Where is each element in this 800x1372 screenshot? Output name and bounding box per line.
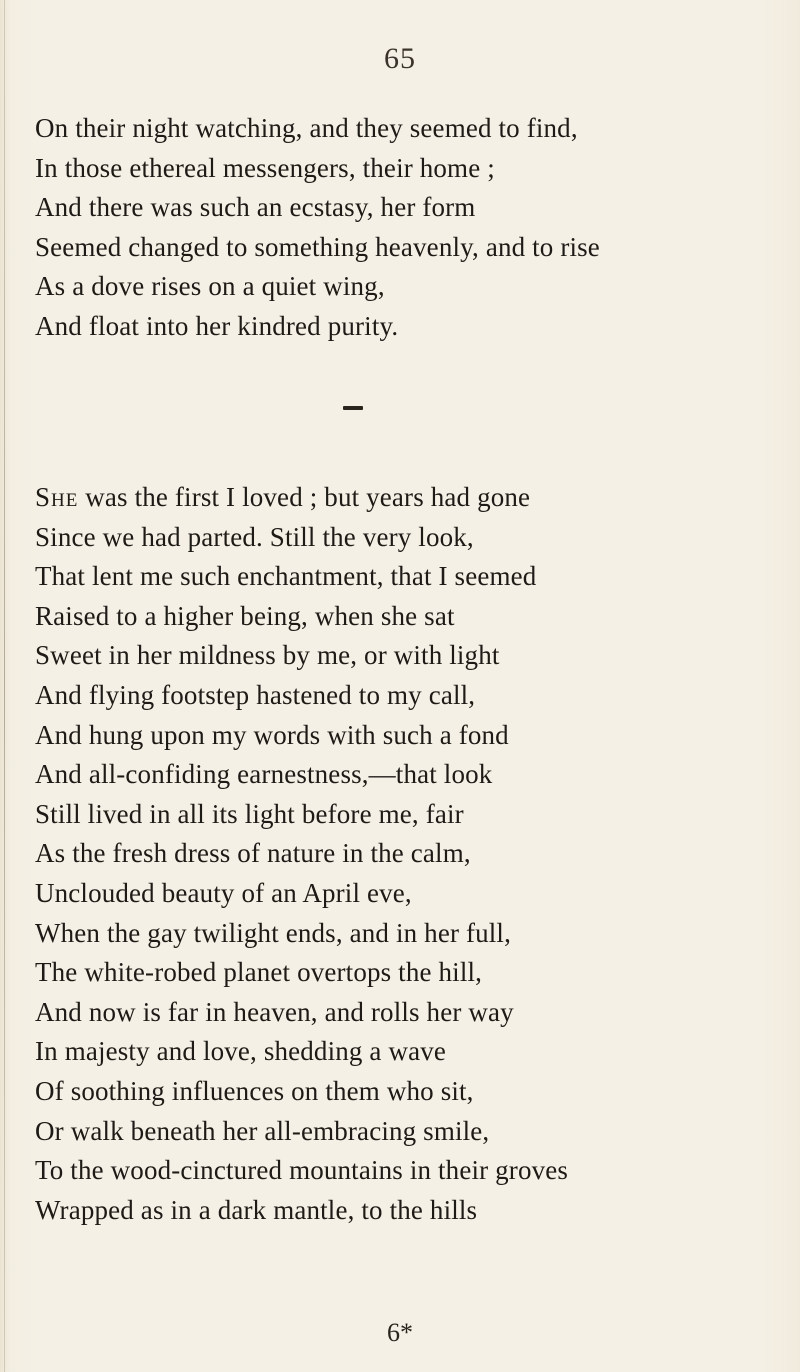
page-number: 65 — [384, 42, 416, 75]
verse-line: Or walk beneath her all-embracing smile, — [35, 1115, 490, 1146]
verse-line: As a dove rises on a quiet wing, — [35, 271, 385, 302]
verse-line: In majesty and love, shedding a wave — [35, 1036, 447, 1067]
verse-line: On their night watching, and they seemed to find, — [35, 113, 578, 143]
verse-line: When the gay twilight ends, and in her full, — [35, 917, 511, 948]
verse-line: And float into her kindred purity. — [35, 310, 399, 341]
verse-line: Wrapped as in a dark mantle, to the hills — [35, 1194, 478, 1225]
verse-line: In those ethereal messengers, their home ; — [35, 152, 495, 183]
verse-line: And now is far in heaven, and rolls her way — [35, 996, 514, 1027]
verse-line: Still lived in all its light before me, fair — [35, 798, 464, 829]
section-divider — [343, 406, 363, 410]
verse-line-opening — [35, 478, 568, 518]
opening-line-rest: was the first I loved ; but years had gone — [78, 482, 531, 512]
verse-line: Seemed changed to something heavenly, and to rise — [35, 231, 600, 262]
verse-line: And hung upon my words with such a fond — [35, 719, 509, 750]
verse-line: Sweet in her mildness by me, or with light — [35, 640, 500, 671]
verse-line: That lent me such enchantment, that I seemed — [35, 561, 537, 592]
opening-word: She — [35, 482, 79, 512]
verse-line: To the wood-cinctured mountains in their groves — [35, 1155, 569, 1186]
verse-line: Raised to a higher being, when she sat — [35, 600, 455, 631]
verse-line: Of soothing influences on them who sit, — [35, 1075, 474, 1106]
verse-line: Unclouded beauty of an April eve, — [35, 877, 412, 908]
stanza-2 — [35, 478, 568, 1230]
signature-mark: 6* — [387, 1318, 413, 1347]
page-gutter — [4, 0, 5, 1372]
verse-line: As the fresh dress of nature in the calm, — [35, 838, 471, 869]
verse-line: And all-confiding earnestness,—that look — [35, 759, 493, 790]
verse-line: Since we had parted. Still the very look, — [35, 521, 474, 552]
verse-line: And there was such an ecstasy, her form — [35, 192, 476, 223]
verse-line: The white-robed planet overtops the hill, — [35, 957, 483, 988]
stanza-1 — [35, 109, 600, 347]
verse-line: And flying footstep hastened to my call, — [35, 679, 476, 710]
